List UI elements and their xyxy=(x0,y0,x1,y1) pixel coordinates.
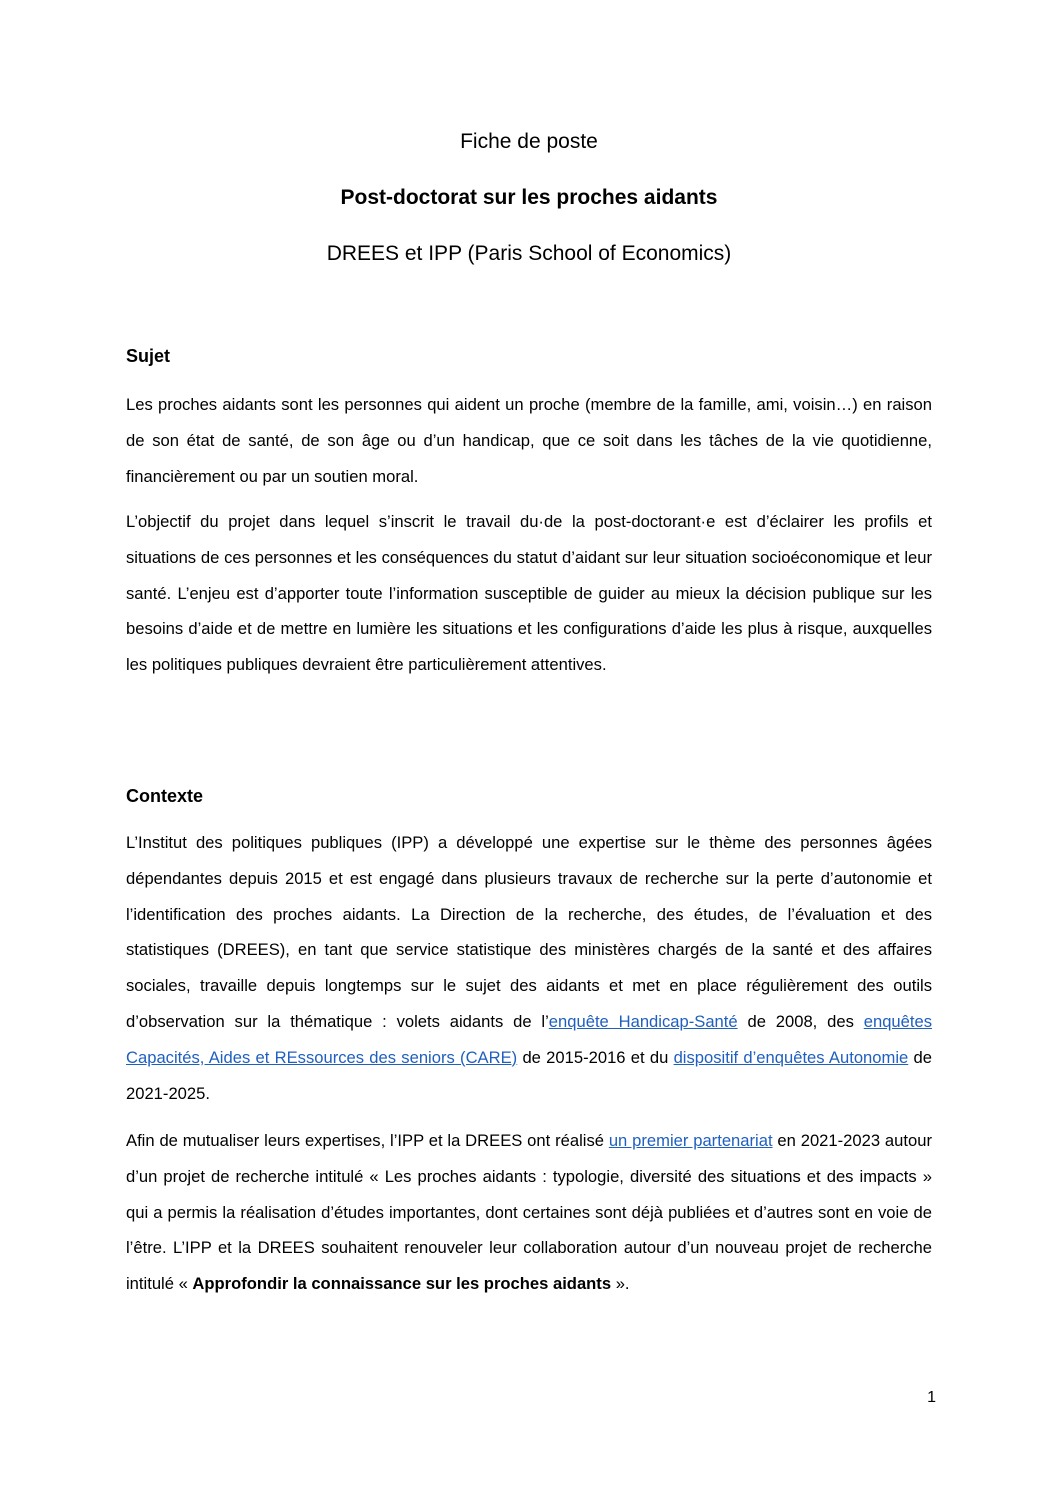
position-title: Post-doctorat sur les proches aidants xyxy=(340,186,718,209)
link-enquete-handicap-sante[interactable]: enquête Handicap-Santé xyxy=(548,1011,738,1031)
page-number: 1 xyxy=(927,1389,936,1406)
project-title-emphasis: Approfondir la connaissance sur les proches aidants xyxy=(192,1274,612,1294)
paragraph-sujet-2: L’objectif du projet dans lequel s’inscrit le travail du·de la post-doctorant·e est d’éclairer les profils et situations de ces personnes et les conséquences du statut d’aidant sur leur situation socioéconomique et leur santé. L’enjeu est d’apporter toute l’information susceptible de guider au mieux la décision publique sur les besoins d’aide et de mettre en lumière les situations et les configurations d’aide les plus à risque, auxquelles les politiques publiques devraient être particulièrement attentives. xyxy=(126,512,932,675)
paragraph-contexte-2 xyxy=(126,1123,932,1302)
section-heading-sujet: Sujet xyxy=(126,346,171,366)
paragraph-text: de 2008, des xyxy=(737,1011,864,1031)
paragraph-text: Afin de mutualiser leurs expertises, l’IPP et la DREES ont réalisé xyxy=(126,1131,609,1150)
paragraph-text: en 2021-2023 autour d’un projet de recherche intitulé « Les proches aidants : typologie, diversité des situations et des impacts » qui a permis la réalisation d’études importantes, dont certaines sont déjà publiées et d’autres sont en voie de l’être. L’IPP et la DREES souhaitent renouveler leur collaboration autour d’un nouveau projet de recherche intitulé « xyxy=(126,1131,932,1294)
link-premier-partenariat[interactable]: un premier partenariat xyxy=(608,1131,773,1150)
paragraph-sujet-1: Les proches aidants sont les personnes qui aident un proche (membre de la famille, ami, voisin…) en raison de son état de santé, de son âge ou d’un handicap, que ce soit dans les tâches de la vie quotidienne, financièrement ou par un soutien moral. xyxy=(126,395,932,486)
link-enquetes-care[interactable]: enquêtes Capacités, Aides et REssources des seniors (CARE) xyxy=(126,1011,933,1067)
organizations-title: DREES et IPP (Paris School of Economics) xyxy=(326,242,732,265)
paragraph-text: L’Institut des politiques publiques (IPP) a développé une expertise sur le thème des personnes âgées dépendantes depuis 2015 et est engagé dans plusieurs travaux de recherche sur la perte d’autonomie et l’identification des proches aidants. La Direction de la recherche, des études, de l’évaluation et des statistiques (DREES), en tant que service statistique des ministères chargés de la santé et des affaires sociales, travaille depuis longtemps sur le sujet des aidants et met en place régulièrement des outils d’observation sur la thématique : volets aidants de l’ xyxy=(126,833,932,1031)
paragraph-text: ». xyxy=(611,1274,630,1294)
paragraph-contexte-1 xyxy=(126,825,932,1111)
paragraph-text: de 2015-2016 et du xyxy=(517,1047,674,1067)
section-heading-contexte: Contexte xyxy=(126,786,204,806)
document-type-title: Fiche de poste xyxy=(460,130,598,153)
link-dispositif-enquetes-autonomie[interactable]: dispositif d’enquêtes Autonomie xyxy=(673,1047,909,1067)
paragraph-text: de 2021-2025. xyxy=(126,1047,932,1103)
